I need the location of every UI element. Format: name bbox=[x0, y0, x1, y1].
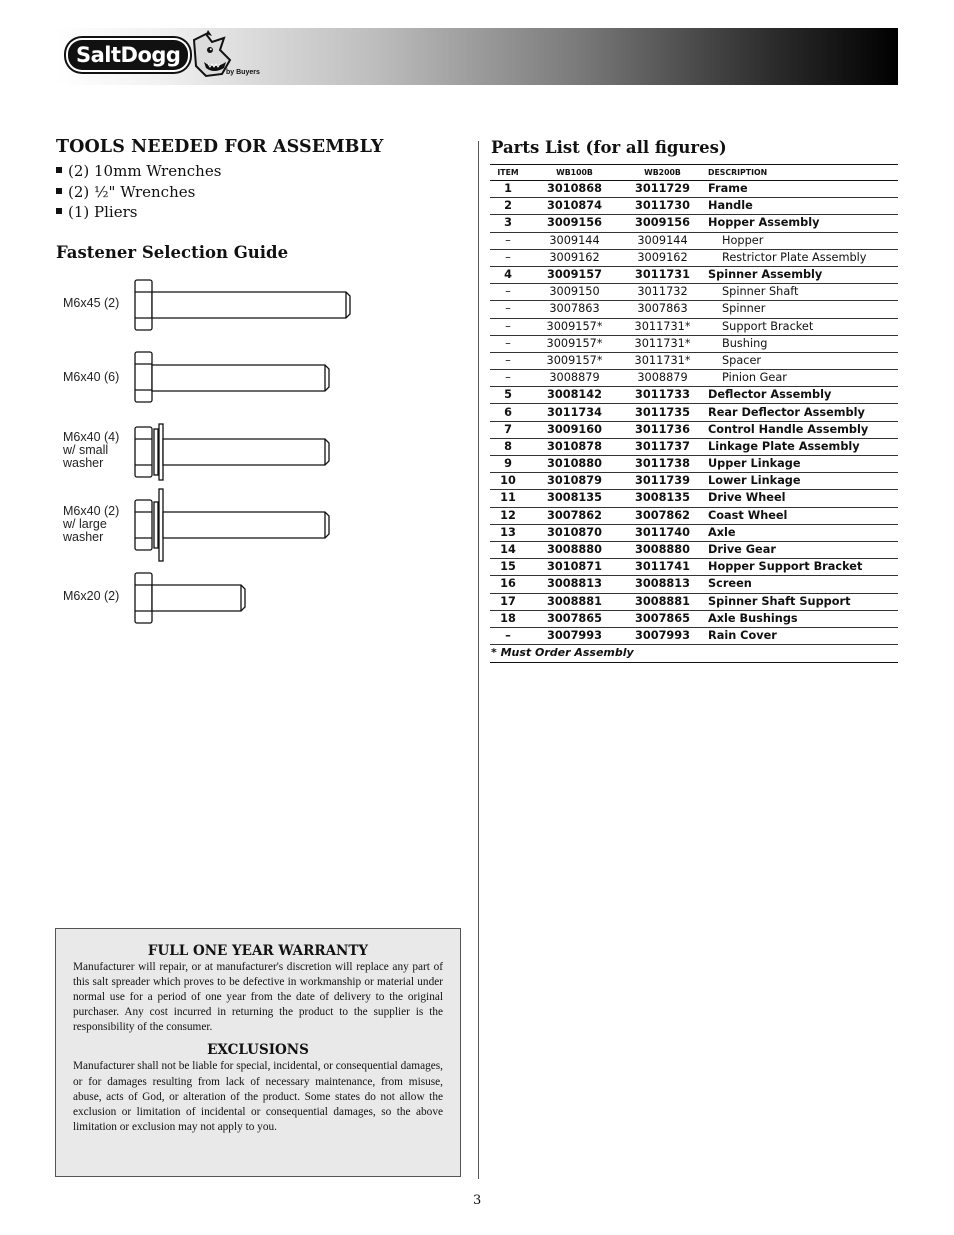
cell-wb100b: 3008135 bbox=[526, 490, 623, 507]
table-row bbox=[490, 318, 898, 335]
cell-item: – bbox=[490, 249, 526, 266]
cell-description: Spacer bbox=[702, 352, 898, 369]
table-row bbox=[490, 524, 898, 541]
cell-wb100b: 3009157 bbox=[526, 266, 623, 283]
logo-wordmark: SaltDogg bbox=[68, 40, 188, 70]
cell-wb100b: 3008881 bbox=[526, 593, 623, 610]
bolt-m6x45-icon bbox=[135, 280, 350, 330]
cell-item: 13 bbox=[490, 524, 526, 541]
cell-wb200b: 3008880 bbox=[623, 541, 702, 558]
cell-description: Support Bracket bbox=[702, 318, 898, 335]
cell-description: Axle Bushings bbox=[702, 610, 898, 627]
table-row bbox=[490, 387, 898, 404]
cell-item: 3 bbox=[490, 215, 526, 232]
cell-wb200b: 3007862 bbox=[623, 507, 702, 524]
cell-description: Axle bbox=[702, 524, 898, 541]
cell-description: Hopper Assembly bbox=[702, 215, 898, 232]
table-row bbox=[490, 335, 898, 352]
cell-wb200b: 3011739 bbox=[623, 473, 702, 490]
cell-description: Linkage Plate Assembly bbox=[702, 438, 898, 455]
cell-description: Screen bbox=[702, 576, 898, 593]
cell-item: 1 bbox=[490, 181, 526, 198]
cell-wb200b: 3008881 bbox=[623, 593, 702, 610]
cell-item: 7 bbox=[490, 421, 526, 438]
parts-table-body bbox=[490, 181, 898, 645]
column-header-wb200b: WB200B bbox=[623, 165, 702, 181]
bolt-m6x20-icon bbox=[135, 573, 245, 623]
cell-item: 12 bbox=[490, 507, 526, 524]
tools-heading: TOOLS NEEDED FOR ASSEMBLY bbox=[56, 137, 384, 157]
table-row bbox=[490, 490, 898, 507]
cell-wb200b: 3011740 bbox=[623, 524, 702, 541]
table-row bbox=[490, 198, 898, 215]
fastener-label-m6x40-large-washer: M6x40 (2) w/ large washer bbox=[63, 504, 120, 544]
cell-wb100b: 3010878 bbox=[526, 438, 623, 455]
cell-description: Restrictor Plate Assembly bbox=[702, 249, 898, 266]
table-row bbox=[490, 181, 898, 198]
cell-wb200b: 3008813 bbox=[623, 576, 702, 593]
cell-item: 17 bbox=[490, 593, 526, 610]
cell-wb200b: 3009156 bbox=[623, 215, 702, 232]
cell-item: – bbox=[490, 627, 526, 644]
cell-wb100b: 3009157* bbox=[526, 335, 623, 352]
cell-description: Drive Gear bbox=[702, 541, 898, 558]
parts-footnote: * Must Order Assembly bbox=[490, 645, 898, 663]
cell-item: – bbox=[490, 232, 526, 249]
tool-item: (2) 10mm Wrenches bbox=[56, 161, 221, 182]
cell-wb200b: 3011731* bbox=[623, 335, 702, 352]
cell-wb100b: 3009150 bbox=[526, 284, 623, 301]
cell-wb100b: 3010879 bbox=[526, 473, 623, 490]
cell-item: – bbox=[490, 335, 526, 352]
cell-wb100b: 3008879 bbox=[526, 370, 623, 387]
cell-description: Spinner bbox=[702, 301, 898, 318]
cell-item: 14 bbox=[490, 541, 526, 558]
cell-wb200b: 3007863 bbox=[623, 301, 702, 318]
cell-description: Bushing bbox=[702, 335, 898, 352]
cell-description: Lower Linkage bbox=[702, 473, 898, 490]
cell-wb200b: 3011735 bbox=[623, 404, 702, 421]
column-divider bbox=[478, 141, 479, 1179]
cell-wb100b: 3011734 bbox=[526, 404, 623, 421]
table-row bbox=[490, 507, 898, 524]
cell-wb100b: 3007865 bbox=[526, 610, 623, 627]
cell-item: 4 bbox=[490, 266, 526, 283]
table-row bbox=[490, 627, 898, 644]
warranty-title: FULL ONE YEAR WARRANTY bbox=[147, 943, 369, 959]
cell-wb100b: 3010871 bbox=[526, 559, 623, 576]
table-row bbox=[490, 593, 898, 610]
cell-description: Hopper Support Bracket bbox=[702, 559, 898, 576]
cell-wb100b: 3008813 bbox=[526, 576, 623, 593]
cell-wb200b: 3008879 bbox=[623, 370, 702, 387]
cell-wb100b: 3010880 bbox=[526, 456, 623, 473]
cell-wb100b: 3009157* bbox=[526, 352, 623, 369]
cell-wb200b: 3011732 bbox=[623, 284, 702, 301]
table-row bbox=[490, 301, 898, 318]
cell-wb200b: 3011733 bbox=[623, 387, 702, 404]
parts-list-heading: Parts List (for all figures) bbox=[491, 138, 727, 157]
cell-item: 6 bbox=[490, 404, 526, 421]
cell-wb200b: 3009144 bbox=[623, 232, 702, 249]
table-row bbox=[490, 266, 898, 283]
parts-table bbox=[490, 164, 898, 645]
table-row bbox=[490, 352, 898, 369]
cell-wb100b: 3009160 bbox=[526, 421, 623, 438]
cell-description: Handle bbox=[702, 198, 898, 215]
cell-wb200b: 3011731* bbox=[623, 352, 702, 369]
cell-wb100b: 3009144 bbox=[526, 232, 623, 249]
column-header-item: ITEM bbox=[490, 165, 526, 181]
cell-wb100b: 3010874 bbox=[526, 198, 623, 215]
cell-wb200b: 3008135 bbox=[623, 490, 702, 507]
cell-description: Spinner Assembly bbox=[702, 266, 898, 283]
column-header-wb100b: WB100B bbox=[526, 165, 623, 181]
cell-wb100b: 3010868 bbox=[526, 181, 623, 198]
cell-wb200b: 3007865 bbox=[623, 610, 702, 627]
table-row bbox=[490, 232, 898, 249]
bolt-m6x40-small-washer-icon bbox=[135, 424, 329, 480]
tool-item: (1) Pliers bbox=[56, 202, 221, 223]
cell-description: Drive Wheel bbox=[702, 490, 898, 507]
cell-wb100b: 3009156 bbox=[526, 215, 623, 232]
cell-wb200b: 3011730 bbox=[623, 198, 702, 215]
exclusions-title: EXCLUSIONS bbox=[207, 1042, 309, 1059]
tool-item: (2) ½" Wrenches bbox=[56, 182, 221, 203]
cell-wb100b: 3008142 bbox=[526, 387, 623, 404]
cell-wb100b: 3007862 bbox=[526, 507, 623, 524]
fastener-label-m6x20: M6x20 (2) bbox=[63, 589, 120, 603]
cell-wb100b: 3008880 bbox=[526, 541, 623, 558]
cell-wb200b: 3011731 bbox=[623, 266, 702, 283]
cell-item: – bbox=[490, 301, 526, 318]
column-header-description: DESCRIPTION bbox=[702, 165, 898, 181]
table-row bbox=[490, 370, 898, 387]
cell-wb100b: 3010870 bbox=[526, 524, 623, 541]
cell-wb200b: 3007993 bbox=[623, 627, 702, 644]
table-row bbox=[490, 559, 898, 576]
cell-wb200b: 3011731* bbox=[623, 318, 702, 335]
fastener-label-m6x45: M6x45 (2) bbox=[63, 296, 120, 310]
table-row bbox=[490, 610, 898, 627]
cell-item: 8 bbox=[490, 438, 526, 455]
parts-table-header bbox=[490, 165, 898, 181]
cell-description: Pinion Gear bbox=[702, 370, 898, 387]
cell-description: Rear Deflector Assembly bbox=[702, 404, 898, 421]
cell-item: – bbox=[490, 318, 526, 335]
cell-description: Rain Cover bbox=[702, 627, 898, 644]
cell-item: 11 bbox=[490, 490, 526, 507]
bolt-m6x40-large-washer-icon bbox=[135, 489, 329, 561]
bolt-m6x40-icon bbox=[135, 352, 329, 402]
cell-description: Coast Wheel bbox=[702, 507, 898, 524]
table-row bbox=[490, 284, 898, 301]
cell-item: 18 bbox=[490, 610, 526, 627]
cell-description: Control Handle Assembly bbox=[702, 421, 898, 438]
cell-wb100b: 3007863 bbox=[526, 301, 623, 318]
cell-description: Spinner Shaft bbox=[702, 284, 898, 301]
cell-item: 16 bbox=[490, 576, 526, 593]
cell-wb200b: 3011736 bbox=[623, 421, 702, 438]
cell-wb200b: 3011729 bbox=[623, 181, 702, 198]
parts-list bbox=[490, 164, 898, 663]
cell-item: 10 bbox=[490, 473, 526, 490]
cell-item: – bbox=[490, 352, 526, 369]
exclusions-text: Manufacturer shall not be liable for special, incidental, or consequential damages, or for damages resulting from lack of necessary maintenance, from misuse, abuse, acts of God, or alteration of the product. Some states do not allow the exclusion or limitation of incidental or consequential damages, so the above limitation or exclusion may not apply to you. bbox=[73, 1060, 443, 1133]
cell-description: Deflector Assembly bbox=[702, 387, 898, 404]
table-row bbox=[490, 456, 898, 473]
cell-wb200b: 3009162 bbox=[623, 249, 702, 266]
cell-wb100b: 3009157* bbox=[526, 318, 623, 335]
page-number: 3 bbox=[473, 1193, 482, 1208]
cell-item: 15 bbox=[490, 559, 526, 576]
table-row bbox=[490, 215, 898, 232]
table-row bbox=[490, 421, 898, 438]
table-row bbox=[490, 249, 898, 266]
cell-wb100b: 3007993 bbox=[526, 627, 623, 644]
cell-item: – bbox=[490, 370, 526, 387]
cell-wb200b: 3011737 bbox=[623, 438, 702, 455]
warranty-text: Manufacturer will repair, or at manufacturer's discretion will replace any part of this salt spreader which proves to be defective in workmanship or material under normal use for a period of one year from the date of delivery to the original purchaser. Any cost incurred in returning the product to the supplier is the responsibility of the consumer. bbox=[73, 961, 443, 1034]
cell-wb200b: 3011738 bbox=[623, 456, 702, 473]
table-row bbox=[490, 541, 898, 558]
cell-item: – bbox=[490, 284, 526, 301]
cell-description: Hopper bbox=[702, 232, 898, 249]
fastener-label-m6x40: M6x40 (6) bbox=[63, 370, 120, 384]
table-row bbox=[490, 473, 898, 490]
logo-byline: by Buyers bbox=[226, 69, 260, 76]
cell-description: Spinner Shaft Support bbox=[702, 593, 898, 610]
fastener-guide-heading: Fastener Selection Guide bbox=[56, 243, 289, 262]
cell-wb100b: 3009162 bbox=[526, 249, 623, 266]
table-row bbox=[490, 576, 898, 593]
warranty-box bbox=[55, 928, 461, 1177]
table-row bbox=[490, 404, 898, 421]
cell-description: Frame bbox=[702, 181, 898, 198]
cell-description: Upper Linkage bbox=[702, 456, 898, 473]
cell-item: 2 bbox=[490, 198, 526, 215]
fastener-label-m6x40-small-washer: M6x40 (4) w/ small washer bbox=[63, 430, 120, 470]
cell-item: 9 bbox=[490, 456, 526, 473]
table-row bbox=[490, 438, 898, 455]
cell-wb200b: 3011741 bbox=[623, 559, 702, 576]
cell-item: 5 bbox=[490, 387, 526, 404]
